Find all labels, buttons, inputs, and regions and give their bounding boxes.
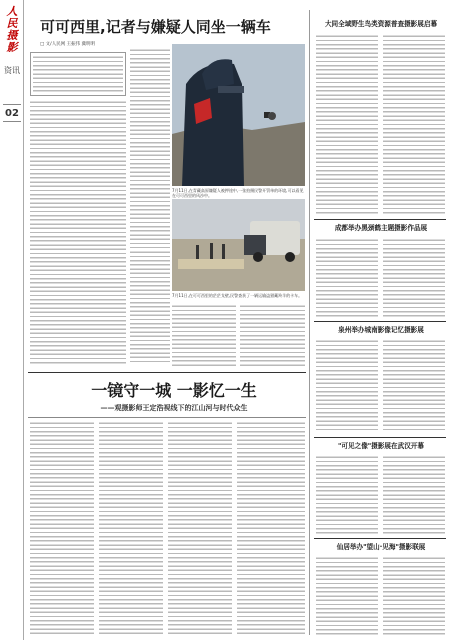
feature-headline: 一镜守一城 一影忆一生 bbox=[91, 381, 257, 400]
news4-title: "可见之像"摄影展在武汉开幕 bbox=[338, 442, 424, 450]
masthead-logo: 人民摄影 bbox=[6, 5, 18, 54]
officer-photo-art bbox=[172, 44, 305, 186]
news5-title: 仙居举办"望山·见海"摄影联展 bbox=[336, 543, 426, 551]
news3-body-2 bbox=[383, 339, 445, 433]
news1-body-1 bbox=[316, 34, 378, 216]
news4-body-2 bbox=[383, 455, 445, 535]
section-label: 资讯 bbox=[4, 66, 20, 75]
news3-body-1 bbox=[316, 339, 378, 433]
truck-photo-art bbox=[172, 199, 305, 291]
lead-column-2 bbox=[130, 48, 170, 248]
lead-photo-officer bbox=[172, 44, 305, 186]
news3-title: 泉州举办城南影像记忆摄影展 bbox=[338, 326, 424, 334]
lead-photo-truck bbox=[172, 199, 305, 291]
news1-body-2 bbox=[383, 34, 445, 216]
right-rule-1 bbox=[314, 219, 446, 220]
lead-column-3 bbox=[130, 250, 170, 365]
lead-byline: □ 文/人民网 王振伟 冀明明 bbox=[40, 42, 96, 47]
right-rule-3 bbox=[314, 437, 446, 438]
lead-column-1 bbox=[30, 100, 126, 365]
news2-body-1 bbox=[316, 238, 378, 318]
right-rule-4 bbox=[314, 538, 446, 539]
news4-body-1 bbox=[316, 455, 378, 535]
lead-column-5 bbox=[240, 304, 305, 367]
feature-column-2 bbox=[99, 421, 163, 635]
feature-column-4 bbox=[237, 421, 305, 635]
lead-intro-box bbox=[30, 52, 126, 96]
news2-title: 成都举办黑颈鹤主题摄影作品展 bbox=[334, 224, 428, 232]
lead-headline: 可可西里,记者与嫌疑人同坐一辆车 bbox=[40, 18, 271, 36]
news2-body-2 bbox=[383, 238, 445, 318]
lead-intro-text bbox=[33, 55, 123, 93]
feature-headline-rule bbox=[28, 417, 306, 418]
right-rule-2 bbox=[314, 321, 446, 322]
news5-body-2 bbox=[383, 556, 445, 636]
feature-subhead: ——观摄影师王定浩视线下的江山河与时代众生 bbox=[100, 404, 248, 412]
lead-photo-truck-caption: 7月11日,在可可西里的茫茫戈壁,民警查获了一辆运输盗猎藏羚羊的卡车。 bbox=[172, 293, 303, 298]
column-divider-vertical bbox=[309, 10, 310, 635]
feature-top-rule bbox=[28, 372, 306, 373]
news5-body-1 bbox=[316, 556, 378, 636]
side-strip bbox=[0, 0, 24, 640]
feature-column-3 bbox=[168, 421, 232, 635]
page-number: 02 bbox=[3, 104, 21, 122]
feature-column-1 bbox=[30, 421, 94, 635]
news1-title: 大同全域野生鸟类资源普查摄影展启幕 bbox=[324, 20, 438, 28]
lead-photo-officer-caption: 7月11日,在青藏高原嫌疑人被押途中,一张拍摄民警开罚单的环境,可以看见在可可西里的风沙中。 bbox=[172, 188, 304, 198]
lead-column-4 bbox=[172, 304, 236, 367]
